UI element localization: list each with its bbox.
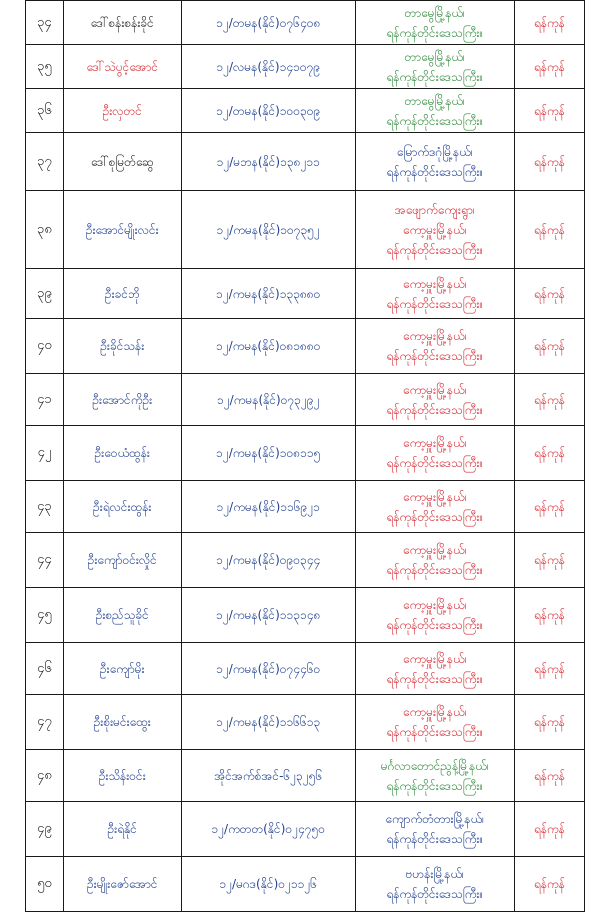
address bbox=[355, 588, 514, 643]
row-number: ၃၇ bbox=[26, 133, 64, 191]
address-line: တာမွေမြို့နယ်၊ bbox=[404, 93, 465, 108]
division: ရန်ကုန် bbox=[514, 533, 584, 588]
address-line: ရန်ကုန်တိုင်းဒေသကြီး။ bbox=[386, 349, 484, 363]
address-line: ရန်ကုန်တိုင်းဒေသကြီး။ bbox=[386, 671, 484, 686]
address bbox=[355, 374, 514, 426]
table-row bbox=[26, 533, 585, 588]
address bbox=[355, 857, 514, 912]
member-name: ဦးအောင်မျိုးလင်း bbox=[63, 191, 181, 269]
table-row bbox=[26, 269, 585, 319]
member-name: ဦးရဲနိုင် bbox=[63, 802, 181, 857]
division: ရန်ကုန် bbox=[514, 643, 584, 695]
nrc-number: ၁၂/ကမန(နိုင်)၁၀၈၁၁၅ bbox=[181, 426, 355, 481]
member-name: ဦးဝေယံထွန်း bbox=[63, 426, 181, 481]
row-number: ၃၅ bbox=[26, 45, 64, 89]
address-line: ကော့မှူးမြို့နယ်၊ bbox=[402, 705, 467, 719]
address-line: ရန်ကုန်တိုင်းဒေသကြီး။ bbox=[386, 402, 484, 417]
member-name: ဦးသိန်းဝင်း bbox=[63, 750, 181, 802]
member-name: ဦးလှတင် bbox=[63, 89, 181, 133]
member-name: ဦးခိုင်သန်း bbox=[63, 319, 181, 374]
division: ရန်ကုန် bbox=[514, 426, 584, 481]
address bbox=[355, 45, 514, 89]
address-line: ရန်ကုန်တိုင်းဒေသကြီး။ bbox=[386, 25, 484, 40]
address-line: ရန်ကုန်တိုင်းဒေသကြီး။ bbox=[386, 242, 484, 257]
row-number: ၄၇ bbox=[26, 695, 64, 750]
nrc-number: အိုင်အက်စ်အင်-၆၂၃၂၅၆ bbox=[181, 750, 355, 802]
member-name: ဦးအောင်ကိုဦး bbox=[63, 374, 181, 426]
address-line: ရန်ကုန်တိုင်းဒေသကြီး။ bbox=[386, 887, 484, 901]
member-name: ဦးခင်ဘို bbox=[63, 269, 181, 319]
address-line: ရန်ကုန်တိုင်းဒေသကြီး။ bbox=[386, 832, 484, 846]
address-line: တာမွေမြို့နယ်၊ bbox=[404, 49, 465, 64]
address-line: ရန်ကုန်တိုင်းဒေသကြီး။ bbox=[386, 113, 484, 128]
member-name: ဦးရဲလင်းထွန်း bbox=[63, 481, 181, 533]
row-number: ၄၃ bbox=[26, 481, 64, 533]
address bbox=[355, 533, 514, 588]
row-number: ၃၄ bbox=[26, 1, 64, 45]
address-line: ကော့မှူးမြို့နယ်၊ bbox=[402, 436, 467, 450]
nrc-number: ၁၂/ကမန(နိုင်)၁၁၆၆၁၃ bbox=[181, 695, 355, 750]
division: ရန်ကုန် bbox=[514, 133, 584, 191]
address-line: ရန်ကုန်တိုင်းဒေသကြီး။ bbox=[386, 509, 484, 524]
nrc-number: ၁၂/တမန(နိုင်)၁၀၀၃၀၉ bbox=[181, 89, 355, 133]
row-number: ၃၆ bbox=[26, 89, 64, 133]
member-name: ဒေါ်သဲပွင့်အောင် bbox=[63, 45, 181, 89]
division: ရန်ကုန် bbox=[514, 45, 584, 89]
member-name: ဒေါ်စန်းစန်းခိုင် bbox=[63, 1, 181, 45]
table-row bbox=[26, 191, 585, 269]
address-line: ကော့မှူးမြို့နယ်၊ bbox=[402, 651, 467, 666]
table-row bbox=[26, 695, 585, 750]
member-name: ဦးစိုးမင်းထွေး bbox=[63, 695, 181, 750]
nrc-number: ၁၂/ကမန(နိုင်)၁၁၃၁၄၈ bbox=[181, 588, 355, 643]
table-row bbox=[26, 588, 585, 643]
member-name: ဒေါ်စုမြတ်ဆွေ bbox=[63, 133, 181, 191]
table-row bbox=[26, 750, 585, 802]
division: ရန်ကုန် bbox=[514, 481, 584, 533]
address-line: ကော့မှူးမြို့နယ်၊ bbox=[402, 222, 467, 237]
row-number: ၄၈ bbox=[26, 750, 64, 802]
division: ရန်ကုန် bbox=[514, 269, 584, 319]
address-line: ကော့မှူးမြို့နယ်၊ bbox=[402, 329, 467, 343]
member-name: ဦးစည်သူခိုင် bbox=[63, 588, 181, 643]
division: ရန်ကုန် bbox=[514, 374, 584, 426]
address bbox=[355, 643, 514, 695]
nrc-number: ၁၂/ကတတ(နိုင်)၀၂၄၇၅၀ bbox=[181, 802, 355, 857]
division: ရန်ကုန် bbox=[514, 89, 584, 133]
table-row bbox=[26, 643, 585, 695]
row-number: ၄၀ bbox=[26, 319, 64, 374]
nrc-number: ၁၂/ကမန(နိုင်)၁၁၆၉၂၁ bbox=[181, 481, 355, 533]
address bbox=[355, 426, 514, 481]
row-number: ၄၄ bbox=[26, 533, 64, 588]
address-line: ရန်ကုန်တိုင်းဒေသကြီး။ bbox=[386, 296, 484, 311]
division: ရန်ကုန် bbox=[514, 857, 584, 912]
row-number: ၄၁ bbox=[26, 374, 64, 426]
address-line: ရန်ကုန်တိုင်းဒေသကြီး။ bbox=[386, 456, 484, 470]
nrc-number: ၁၂/ကမန(နိုင်)၀၇၃၂၉၂ bbox=[181, 374, 355, 426]
division: ရန်ကုန် bbox=[514, 802, 584, 857]
address bbox=[355, 481, 514, 533]
address-line: တာမွေမြို့နယ်၊ bbox=[404, 5, 465, 20]
row-number: ၄၉ bbox=[26, 802, 64, 857]
address-line: မြောက်ဒဂုံမြို့နယ်၊ bbox=[396, 144, 473, 159]
address bbox=[355, 269, 514, 319]
address-line: မင်္ဂလာတောင်ညွန့်မြို့နယ်၊ bbox=[380, 758, 489, 773]
division: ရန်ကုန် bbox=[514, 695, 584, 750]
address bbox=[355, 802, 514, 857]
address bbox=[355, 1, 514, 45]
division: ရန်ကုန် bbox=[514, 588, 584, 643]
address-line: ရန်ကုန်တိုင်းဒေသကြီး။ bbox=[386, 164, 484, 179]
row-number: ၃၈ bbox=[26, 191, 64, 269]
row-number: ၄၆ bbox=[26, 643, 64, 695]
table-row bbox=[26, 481, 585, 533]
nrc-number: ၁၂/မဂဒ(နိုင်)၀၂၁၁၂၆ bbox=[181, 857, 355, 912]
nrc-number: ၁၂/ကမန(နိုင်)၁၃၃၈၈၀ bbox=[181, 269, 355, 319]
document-sheet bbox=[25, 0, 585, 912]
nrc-number: ၁၂/ကမန(နိုင်)၀၇၄၄၆၀ bbox=[181, 643, 355, 695]
member-name: ဦးကျော်မိုး bbox=[63, 643, 181, 695]
member-name: ဦးကျော်ဝင်းလှိုင် bbox=[63, 533, 181, 588]
address-line: ကော့မှူးမြို့နယ်၊ bbox=[402, 598, 467, 612]
address bbox=[355, 750, 514, 802]
member-name: ဦးမျိုးဇော်အောင် bbox=[63, 857, 181, 912]
table-row bbox=[26, 802, 585, 857]
nrc-number: ၁၂/လမန(နိုင်)၁၄၁၀၇၉ bbox=[181, 45, 355, 89]
row-number: ၃၉ bbox=[26, 269, 64, 319]
address-line: ရန်ကုန်တိုင်းဒေသကြီး။ bbox=[386, 778, 484, 793]
table-row bbox=[26, 857, 585, 912]
table-row bbox=[26, 89, 585, 133]
division: ရန်ကုန် bbox=[514, 191, 584, 269]
table-row bbox=[26, 374, 585, 426]
member-table bbox=[25, 0, 585, 912]
address bbox=[355, 133, 514, 191]
address-line: ရန်ကုန်တိုင်းဒေသကြီး။ bbox=[386, 725, 484, 739]
table-row bbox=[26, 319, 585, 374]
address-line: ကော့မှူးမြို့နယ်၊ bbox=[402, 489, 467, 504]
address bbox=[355, 89, 514, 133]
table-body bbox=[26, 1, 585, 912]
row-number: ၅၀ bbox=[26, 857, 64, 912]
address-line: ကော့မှူးမြို့နယ်၊ bbox=[402, 276, 467, 291]
nrc-number: ၁၂/တမန(နိုင်)၀၇၆၄၀၈ bbox=[181, 1, 355, 45]
address-line: ရန်ကုန်တိုင်းဒေသကြီး။ bbox=[386, 69, 484, 84]
table-row bbox=[26, 426, 585, 481]
address-line: ဗဟန်းမြို့နယ်၊ bbox=[405, 867, 464, 881]
address bbox=[355, 191, 514, 269]
row-number: ၄၅ bbox=[26, 588, 64, 643]
address-line: ကော့မှူးမြို့နယ်၊ bbox=[402, 543, 467, 557]
nrc-number: ၁၂/ကမန(နိုင်)၁၀၇၃၅၂ bbox=[181, 191, 355, 269]
table-row bbox=[26, 1, 585, 45]
address bbox=[355, 319, 514, 374]
row-number: ၄၂ bbox=[26, 426, 64, 481]
division: ရန်ကုန် bbox=[514, 1, 584, 45]
address-line: ရန်ကုန်တိုင်းဒေသကြီး။ bbox=[386, 563, 484, 577]
nrc-number: ၁၂/ကမန(နိုင်)၀၈၁၈၈၀ bbox=[181, 319, 355, 374]
table-row bbox=[26, 133, 585, 191]
address-line: ကျောက်တံတားမြို့နယ်၊ bbox=[385, 812, 485, 826]
nrc-number: ၁၂/မဘန(နိုင်)၁၃၈၂၁၁ bbox=[181, 133, 355, 191]
division: ရန်ကုန် bbox=[514, 750, 584, 802]
address-line: ကော့မှူးမြို့နယ်၊ bbox=[402, 382, 467, 397]
division: ရန်ကုန် bbox=[514, 319, 584, 374]
nrc-number: ၁၂/ကမန(နိုင်)၀၉၀၃၄၄ bbox=[181, 533, 355, 588]
address-line: အဖျောက်ကျေးရွာ၊ bbox=[394, 202, 475, 217]
address-line: ရန်ကုန်တိုင်းဒေသကြီး။ bbox=[386, 618, 484, 632]
address bbox=[355, 695, 514, 750]
table-row bbox=[26, 45, 585, 89]
